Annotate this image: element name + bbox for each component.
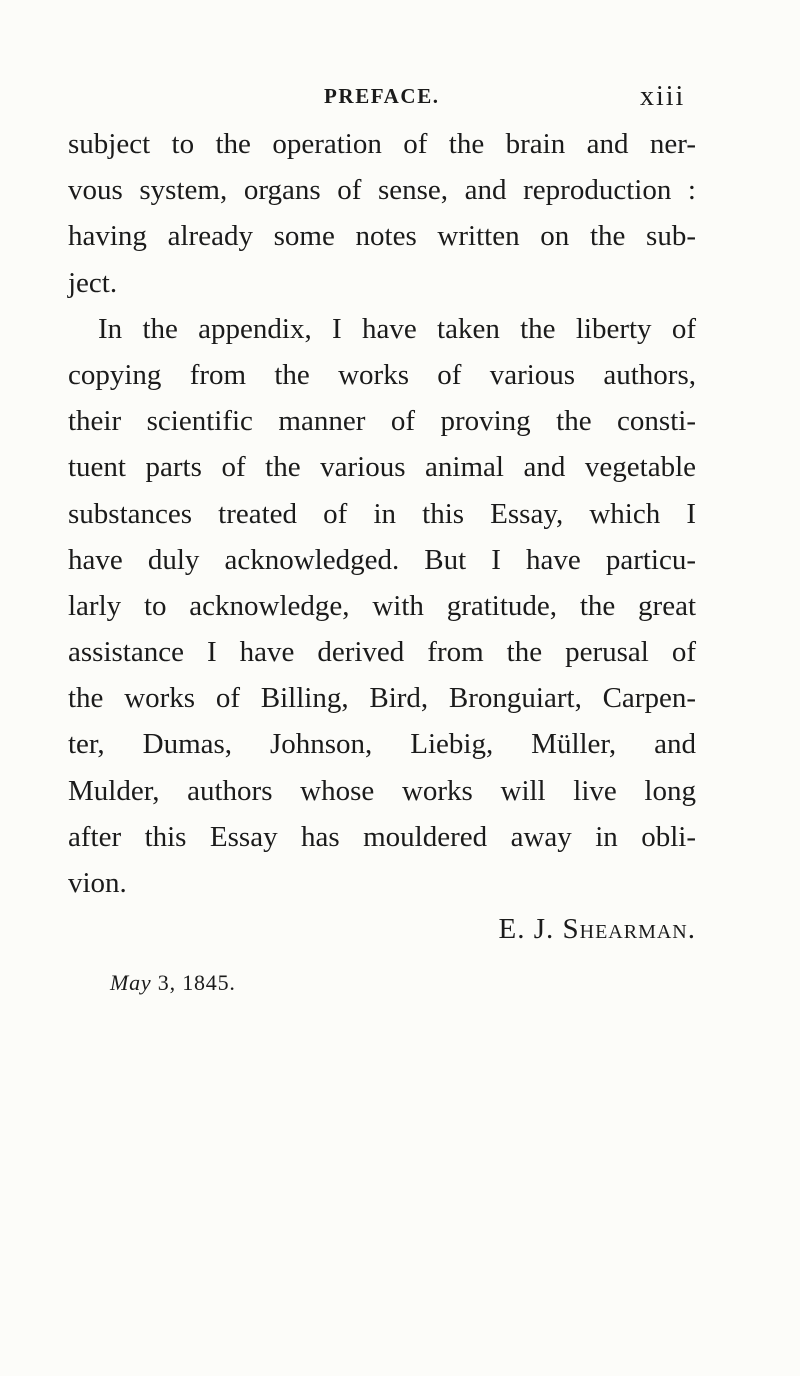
running-head: PREFACE. [324,84,440,108]
text-line: their scientific manner of proving the consti- [68,405,696,438]
date-month: May [110,970,152,995]
text-line: having already some notes written on the sub- [68,220,696,253]
text-line: have duly acknowledged. But I have particu- [68,543,696,576]
text-line: copying from the works of various authors, [68,358,696,391]
text-line: Mulder, authors whose works will live long [68,774,696,807]
date-rest: 3, 1845. [151,970,236,995]
text-line: ter, Dumas, Johnson, Liebig, Müller, and [68,728,696,761]
text-line: assistance I have derived from the perusal of [68,636,696,669]
text-line: the works of Billing, Bird, Bronguiart, Carpen- [68,682,696,715]
page-header [0,81,800,114]
page-number: xiii [640,81,686,112]
signature: E. J. Shearman. [498,913,696,946]
text-line: tuent parts of the various animal and vegetable [68,451,696,484]
text-line: substances treated of in this Essay, which I [68,497,696,530]
date-line [110,970,236,996]
text-line: larly to acknowledge, with gratitude, the great [68,589,696,622]
text-line: ject. [68,266,118,299]
text-line: after this Essay has mouldered away in obli- [68,820,696,853]
text-line: subject to the operation of the brain and ner- [68,128,696,160]
text-line: vion. [68,867,127,899]
text-line: In the appendix, I have taken the liberty of [98,312,696,345]
preface-text [68,121,696,952]
text-line: vous system, organs of sense, and reproduction : [68,174,696,207]
